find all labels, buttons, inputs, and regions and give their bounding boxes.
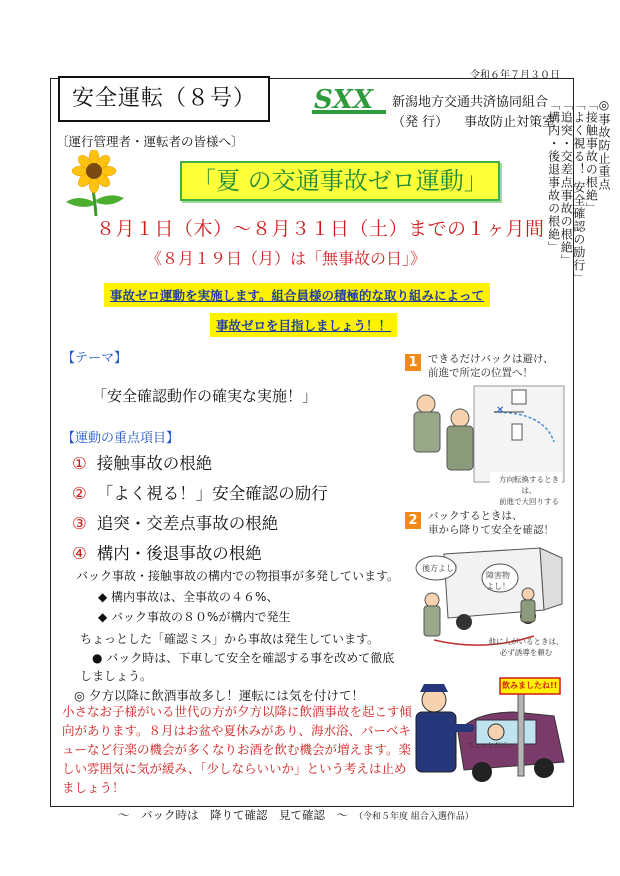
panel-2-bubble-1: 後方よし！ <box>422 564 462 573</box>
campaign-period: ８月１日（木）～８月３１日（土）までの１ヶ月間 <box>96 218 545 240</box>
point-item-2: ② 「よく視る！」安全確認の励行 <box>72 484 328 503</box>
drink-heading: ◎ 夕方以降に飲酒事故多し！運転には気を付けて！ <box>74 688 364 703</box>
cooperative-logo <box>312 86 386 116</box>
panel-2-caption: 他に人がいるときは、 必ず誘導を頼む <box>488 637 564 657</box>
theme-text: 「安全確認動作の確実な実施！」 <box>92 387 318 405</box>
call-to-action-1: 事故ゼロ運動を実施します。組合員様の積極的な取り組みによって <box>104 283 490 307</box>
sidebar-item-0: ◎事故防止重点 <box>597 98 611 191</box>
panel-3-mouth-text: ちょっとだけ… <box>468 741 514 749</box>
sidebar-item-4: 「構内・後退事故の根絶」 <box>546 98 561 254</box>
drink-paragraph: 小さなお子様がいる世代の方が夕方以降に飲酒事故を起こす傾 向があります。８月はお盆や夏休みがあり、海水浴、バーベキ ューなど行楽の機会が多くなりお酒を飲む機会が増えます。楽 しい雰囲気に気が緩み、「少しならいいか」という考えは止め ましょう！ <box>62 704 413 795</box>
footer-slogan: ～ バック時は 降りて確認 見て確認 ～ （令和５年度 組合入選作品） <box>118 808 474 822</box>
panel-3-sign: 飲みましたね!! <box>502 681 558 690</box>
truck-parked-icon <box>512 424 522 440</box>
detail-bullet-1: ◆ 構内事故は、全事故の４６%、 <box>98 590 279 604</box>
truck-top-icon <box>512 390 526 404</box>
detail-line-1: バック事故・接触事故の構内での物損事が多発しています。 <box>76 569 400 583</box>
panel-2-number: 2 <box>405 512 421 529</box>
org-dept: 事故防止対策室 <box>464 115 556 130</box>
audience-line: 〔運行管理者・運転者の皆様へ〕 <box>56 134 244 149</box>
sidebar-item-2: 「よく視る！ 安全確認の励行」 <box>571 98 586 285</box>
panel-2-text: バックするときは、 車から降りて安全を確認！ <box>428 510 554 536</box>
point-item-1: ① 接触事故の根絶 <box>72 454 213 473</box>
sidebar-item-1: 「接触事故の根絶」 <box>584 98 599 215</box>
detail-bullet-2: ◆ バック事故の８０%が構内で発生 <box>98 610 291 624</box>
detail-line-4: しましょう。 <box>80 669 153 683</box>
detail-line-3: ● バック時は、下車して安全を確認する事を改めて徹底 <box>92 651 395 665</box>
detail-line-2: ちょっとした「確認ミス」から事故は発生しています。 <box>80 632 380 646</box>
document-title: 安全運転（８号） <box>58 76 270 122</box>
sidebar-item-3: 「追突・交差点事故の根絶」 <box>559 98 574 267</box>
campaign-banner: 「夏 の交通事故ゼロ運動」 <box>180 161 500 201</box>
panel-1-number: 1 <box>405 354 421 371</box>
call-to-action-2: 事故ゼロを目指しましょう！！ <box>210 313 397 337</box>
org-name: 新潟地方交通共済協同組合 <box>392 95 549 110</box>
point-item-4: ④ 構内・後退事故の根絶 <box>72 544 262 563</box>
sidebar-vertical-notes <box>546 98 611 285</box>
panel-1-text: できるだけバックは避け、 前進で所定の位置へ！ <box>428 353 554 379</box>
no-accident-day: 《８月１９日（月）は「無事故の日」》 <box>146 249 427 268</box>
sunflower-icon <box>60 150 130 216</box>
logo-text: SXX <box>314 86 374 115</box>
point-item-3: ③ 追突・交差点事故の根絶 <box>72 514 279 533</box>
issue-date: 令和６年７月３０日 <box>470 70 560 81</box>
points-heading: 【運動の重点項目】 <box>62 431 180 446</box>
org-role: （発 行） <box>392 115 449 130</box>
panel-2-bubble-2: 障害物 よし！ <box>486 571 510 591</box>
org-department <box>392 111 571 130</box>
svg-text:✕: ✕ <box>496 405 505 416</box>
footer-credit: （令和５年度 組合入選作品） <box>354 812 474 822</box>
theme-heading: 【テーマ】 <box>62 351 128 366</box>
panel-1-caption: 方向転換するときは、 前進で大回りする <box>499 475 559 506</box>
